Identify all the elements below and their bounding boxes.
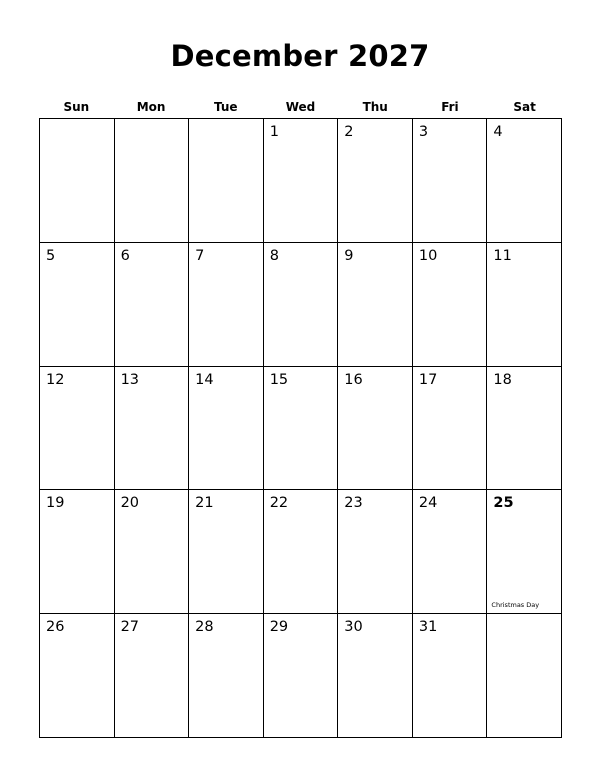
day-number: 3 [418,124,429,140]
day-number: 6 [120,247,130,264]
day-cell [487,490,562,614]
day-number: 8 [269,247,279,264]
day-number: 1 [269,124,279,140]
day-cell [413,367,488,491]
day-number: 24 [418,495,438,512]
day-number: 29 [269,619,289,636]
day-number: 25 [493,495,514,512]
day-cell [189,367,264,491]
day-cell [487,119,562,243]
day-cell [115,367,190,491]
day-cell [338,119,413,243]
day-cell [487,243,562,367]
day-number: 27 [120,619,140,636]
day-cell [338,490,413,614]
day-cell [264,614,339,738]
day-cell [338,367,413,491]
day-cell [115,614,190,738]
day-cell [338,614,413,738]
day-number: 26 [46,619,65,636]
day-cell [40,490,115,614]
day-number: 21 [195,495,214,512]
day-number: 11 [493,247,512,264]
weekday-label-sun: Sun [63,100,90,114]
day-number: 4 [493,124,503,140]
weekday-label-wed: Wed [285,100,316,114]
day-cell [40,367,115,491]
empty-day-cell [487,614,562,738]
day-cell [413,614,488,738]
weekday-label-sat: Sat [513,100,536,114]
day-cell [413,119,488,243]
weekday-header-row [39,98,562,116]
holiday-note: Christmas Day [491,601,540,610]
day-number: 9 [344,247,354,264]
day-number: 28 [195,619,214,636]
day-number: 7 [195,247,205,264]
empty-day-cell [115,119,190,243]
weekday-label-mon: Mon [136,100,166,114]
day-cell [264,490,339,614]
day-number: 14 [195,371,214,388]
day-number: 18 [493,371,512,388]
empty-day-cell [189,119,264,243]
day-number: 17 [418,371,438,388]
day-number: 22 [269,495,289,512]
day-cell [40,614,115,738]
day-cell [487,367,562,491]
page-title: December 2027 [170,39,430,73]
day-number: 23 [344,495,363,512]
day-cell [264,119,339,243]
day-cell [189,614,264,738]
day-number: 12 [46,371,65,388]
day-number: 13 [120,371,140,388]
day-cell [40,243,115,367]
weekday-label-fri: Fri [441,100,459,114]
day-cell [115,490,190,614]
day-number: 16 [344,371,363,388]
day-number: 19 [46,495,65,512]
day-number: 20 [120,495,140,512]
calendar-grid [39,118,562,738]
empty-day-cell [40,119,115,243]
day-number: 31 [418,619,438,636]
day-cell [189,490,264,614]
day-number: 5 [46,247,56,264]
day-number: 30 [344,619,363,636]
day-cell [189,243,264,367]
day-cell [264,367,339,491]
weekday-label-thu: Thu [362,100,388,114]
day-number: 2 [344,124,354,140]
day-cell [264,243,339,367]
weekday-label-tue: Tue [214,100,238,114]
day-number: 15 [269,371,289,388]
day-cell [338,243,413,367]
day-cell [413,243,488,367]
day-number: 10 [418,247,438,264]
day-cell [413,490,488,614]
day-cell [115,243,190,367]
